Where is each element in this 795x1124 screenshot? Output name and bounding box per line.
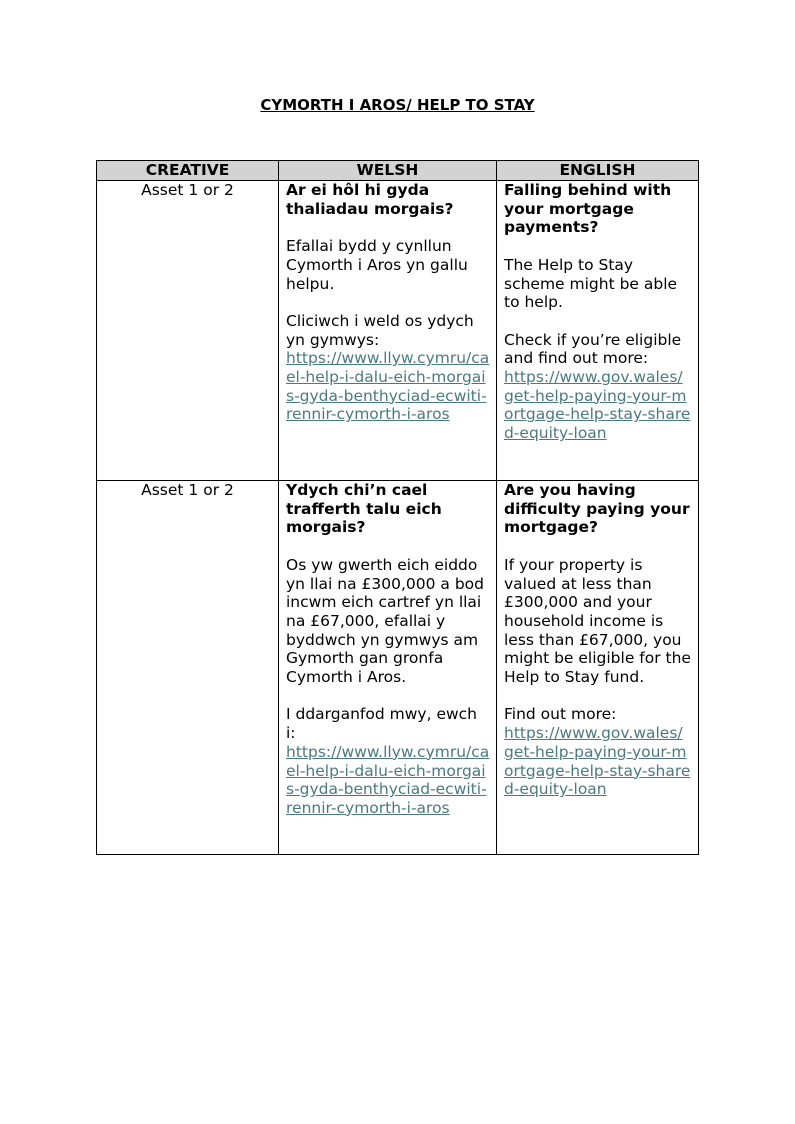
english-paragraph: The Help to Stay scheme might be able to help. xyxy=(504,255,678,312)
english-cell xyxy=(497,481,699,855)
english-cell xyxy=(497,181,699,481)
welsh-cta-text: Cliciwch i weld os ydych yn gymwys: xyxy=(286,311,474,349)
column-header-creative: CREATIVE xyxy=(97,161,279,181)
english-cta xyxy=(504,331,692,443)
welsh-paragraph: Os yw gwerth eich eiddo yn llai na £300,000 a bod incwm eich cartref yn llai na £67,000, efallai y byddwch yn gymwys am Gymorth gan gronfa Cymorth i Aros. xyxy=(286,555,484,687)
content-table xyxy=(96,160,699,855)
welsh-link[interactable]: https://www.llyw.cymru/cael-help-i-dalu-eich-morgais-gyda-benthyciad-ecwiti-rennir-cymorth-i-aros xyxy=(286,349,490,424)
welsh-cta xyxy=(286,705,490,817)
welsh-heading: Ydych chi’n cael trafferth talu eich morgais? xyxy=(286,481,442,537)
creative-cell: Asset 1 or 2 xyxy=(97,181,279,481)
english-cta-text: Check if you’re eligible and find out more: xyxy=(504,330,682,368)
table-header-row xyxy=(97,161,699,181)
english-heading: Falling behind with your mortgage payments? xyxy=(504,181,672,237)
table-row xyxy=(97,181,699,481)
column-header-welsh: WELSH xyxy=(279,161,497,181)
english-paragraph: If your property is valued at less than £300,000 and your household income is less than £67,000, you might be eligible for the Help to Stay fund. xyxy=(504,555,691,687)
column-header-english: ENGLISH xyxy=(497,161,699,181)
welsh-cell xyxy=(279,481,497,855)
english-cta xyxy=(504,705,692,799)
english-link[interactable]: https://www.gov.wales/get-help-paying-your-mortgage-help-stay-shared-equity-loan xyxy=(504,368,691,443)
table-row xyxy=(97,481,699,855)
english-cta-text: Find out more: xyxy=(504,705,617,724)
page-title: CYMORTH I AROS/ HELP TO STAY xyxy=(260,96,535,114)
creative-cell: Asset 1 or 2 xyxy=(97,481,279,855)
welsh-heading: Ar ei hôl hi gyda thaliadau morgais? xyxy=(286,181,454,218)
welsh-cta xyxy=(286,312,490,424)
welsh-cta-text: I ddarganfod mwy, ewch i: xyxy=(286,705,478,743)
welsh-cell xyxy=(279,181,497,481)
english-heading: Are you having difficulty paying your mortgage? xyxy=(504,481,690,537)
welsh-paragraph: Efallai bydd y cynllun Cymorth i Aros yn gallu helpu. xyxy=(286,237,468,293)
english-link[interactable]: https://www.gov.wales/get-help-paying-your-mortgage-help-stay-shared-equity-loan xyxy=(504,724,691,799)
welsh-link[interactable]: https://www.llyw.cymru/cael-help-i-dalu-eich-morgais-gyda-benthyciad-ecwiti-rennir-cymorth-i-aros xyxy=(286,742,490,817)
